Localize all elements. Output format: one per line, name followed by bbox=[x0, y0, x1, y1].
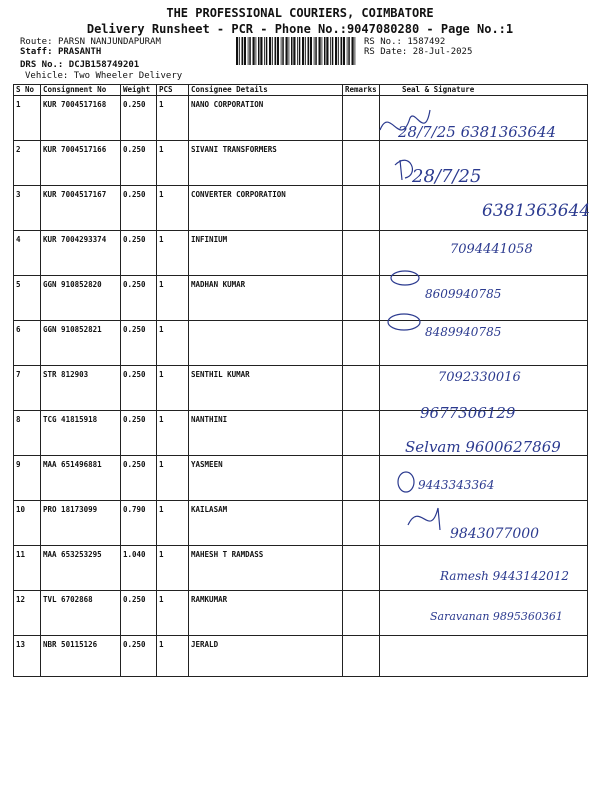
company-title: THE PROFESSIONAL COURIERS, COIMBATORE bbox=[166, 6, 434, 20]
weight-cell: 0.250 bbox=[121, 276, 157, 321]
handwriting-4: 7094441058 bbox=[450, 242, 533, 257]
col-consignment: Consignment No bbox=[41, 85, 121, 96]
handwriting-1: 28/7/25 6381363644 bbox=[398, 123, 557, 141]
barcode-image bbox=[236, 37, 356, 65]
vehicle-line: Vehicle: Two Wheeler Delivery bbox=[25, 71, 183, 81]
remarks-cell bbox=[343, 186, 380, 231]
consignee-cell: INFINIUM bbox=[189, 231, 343, 276]
weight-cell: 0.250 bbox=[121, 96, 157, 141]
weight-cell: 0.250 bbox=[121, 636, 157, 677]
pcs-cell: 1 bbox=[157, 321, 189, 366]
remarks-cell bbox=[343, 366, 380, 411]
signature-cell bbox=[380, 141, 588, 186]
table-row bbox=[14, 411, 588, 456]
consignment-cell: TVL 6702868 bbox=[41, 591, 121, 636]
runsheet-subtitle: Delivery Runsheet - PCR - Phone No.:9047080280 - Page No.:1 bbox=[86, 22, 514, 36]
sno-cell: 6 bbox=[14, 321, 41, 366]
pcs-cell: 1 bbox=[157, 411, 189, 456]
consignee-cell: NANTHINI bbox=[189, 411, 343, 456]
weight-cell: 0.250 bbox=[121, 456, 157, 501]
consignment-cell: STR 812903 bbox=[41, 366, 121, 411]
table-row bbox=[14, 141, 588, 186]
remarks-cell bbox=[343, 456, 380, 501]
consignment-cell: MAA 651496881 bbox=[41, 456, 121, 501]
sno-cell: 9 bbox=[14, 456, 41, 501]
consignee-cell: NANO CORPORATION bbox=[189, 96, 343, 141]
remarks-cell bbox=[343, 636, 380, 677]
weight-cell: 0.250 bbox=[121, 321, 157, 366]
consignment-cell: KUR 7004517166 bbox=[41, 141, 121, 186]
pcs-cell: 1 bbox=[157, 591, 189, 636]
consignee-cell bbox=[189, 321, 343, 366]
runsheet-table bbox=[13, 84, 591, 677]
pcs-cell: 1 bbox=[157, 456, 189, 501]
handwriting-13: Saravanan 9895360361 bbox=[430, 610, 563, 623]
vehicle-value: Two Wheeler Delivery bbox=[73, 71, 183, 81]
handwriting-12: Ramesh 9443142012 bbox=[440, 569, 569, 583]
consignee-cell: RAMKUMAR bbox=[189, 591, 343, 636]
table-row bbox=[14, 231, 588, 276]
weight-cell: 1.040 bbox=[121, 546, 157, 591]
consignee-cell: CONVERTER CORPORATION bbox=[189, 186, 343, 231]
sno-cell: 10 bbox=[14, 501, 41, 546]
consignee-cell: MADHAN KUMAR bbox=[189, 276, 343, 321]
consignment-cell: TCG 41815918 bbox=[41, 411, 121, 456]
weight-cell: 0.790 bbox=[121, 501, 157, 546]
remarks-cell bbox=[343, 231, 380, 276]
rs-no-value: 1587492 bbox=[407, 37, 446, 47]
signature-cell bbox=[380, 636, 588, 677]
consignment-cell: KUR 7004293374 bbox=[41, 231, 121, 276]
table-row bbox=[14, 321, 588, 366]
weight-cell: 0.250 bbox=[121, 366, 157, 411]
sno-cell: 5 bbox=[14, 276, 41, 321]
table-row bbox=[14, 366, 588, 411]
sno-cell: 11 bbox=[14, 546, 41, 591]
col-remarks: Remarks bbox=[343, 85, 380, 96]
consignee-cell: YASMEEN bbox=[189, 456, 343, 501]
sno-cell: 13 bbox=[14, 636, 41, 677]
pcs-cell: 1 bbox=[157, 366, 189, 411]
rs-date-line: RS Date: 28-Jul-2025 bbox=[364, 47, 473, 57]
weight-cell: 0.250 bbox=[121, 591, 157, 636]
remarks-cell bbox=[343, 591, 380, 636]
consignment-cell: MAA 653253295 bbox=[41, 546, 121, 591]
weight-cell: 0.250 bbox=[121, 231, 157, 276]
consignment-cell: NBR 50115126 bbox=[41, 636, 121, 677]
handwriting-5: 8609940785 bbox=[425, 287, 502, 301]
remarks-cell bbox=[343, 141, 380, 186]
handwriting-3: 6381363644 bbox=[482, 201, 591, 221]
signature-cell bbox=[380, 366, 588, 411]
handwriting-11: 9843077000 bbox=[450, 526, 540, 542]
handwriting-9: Selvam 9600627869 bbox=[405, 438, 561, 456]
consignment-cell: GGN 910852820 bbox=[41, 276, 121, 321]
pcs-cell: 1 bbox=[157, 186, 189, 231]
table-row bbox=[14, 591, 588, 636]
consignee-cell: KAILASAM bbox=[189, 501, 343, 546]
table-row bbox=[14, 501, 588, 546]
signature-cell bbox=[380, 96, 588, 141]
route-line: Route: PARSN NANJUNDAPURAM bbox=[20, 37, 161, 47]
pcs-cell: 1 bbox=[157, 501, 189, 546]
remarks-cell bbox=[343, 276, 380, 321]
remarks-cell bbox=[343, 321, 380, 366]
sno-cell: 1 bbox=[14, 96, 41, 141]
signature-cell bbox=[380, 411, 588, 456]
signature-cell bbox=[380, 591, 588, 636]
col-seal-signature: Seal & Signature bbox=[380, 85, 588, 96]
table-row bbox=[14, 456, 588, 501]
table-row bbox=[14, 546, 588, 591]
col-pcs: PCS bbox=[157, 85, 189, 96]
sno-cell: 7 bbox=[14, 366, 41, 411]
table-row bbox=[14, 276, 588, 321]
handwriting-2: 28/7/25 bbox=[412, 166, 482, 187]
table-header-row bbox=[14, 85, 588, 96]
consignee-cell: SENTHIL KUMAR bbox=[189, 366, 343, 411]
sno-cell: 8 bbox=[14, 411, 41, 456]
staff-value: PRASANTH bbox=[57, 47, 102, 57]
weight-cell: 0.250 bbox=[121, 141, 157, 186]
drs-value: DCJB158749201 bbox=[68, 60, 140, 70]
table-row bbox=[14, 636, 588, 677]
consignment-cell: KUR 7004517168 bbox=[41, 96, 121, 141]
table-row bbox=[14, 96, 588, 141]
handwriting-10: 9443343364 bbox=[418, 478, 495, 492]
signature-cell bbox=[380, 501, 588, 546]
pcs-cell: 1 bbox=[157, 546, 189, 591]
signature-cell bbox=[380, 321, 588, 366]
table-row bbox=[14, 186, 588, 231]
col-weight: Weight bbox=[121, 85, 157, 96]
rs-no-line: RS No.: 1587492 bbox=[364, 37, 446, 47]
sno-cell: 4 bbox=[14, 231, 41, 276]
consignment-cell: PRO 18173099 bbox=[41, 501, 121, 546]
col-consignee: Consignee Details bbox=[189, 85, 343, 96]
remarks-cell bbox=[343, 546, 380, 591]
handwriting-7: 7092330016 bbox=[438, 370, 521, 385]
signature-cell bbox=[380, 186, 591, 231]
pcs-cell: 1 bbox=[157, 96, 189, 141]
sno-cell: 12 bbox=[14, 591, 41, 636]
handwriting-6: 8489940785 bbox=[425, 325, 502, 339]
sno-cell: 3 bbox=[14, 186, 41, 231]
staff-line: Staff: PRASANTH bbox=[20, 47, 102, 57]
consignee-cell: MAHESH T RAMDASS bbox=[189, 546, 343, 591]
col-sno: S No bbox=[14, 85, 41, 96]
pcs-cell: 1 bbox=[157, 636, 189, 677]
remarks-cell bbox=[343, 501, 380, 546]
consignee-cell: JERALD bbox=[189, 636, 343, 677]
weight-cell: 0.250 bbox=[121, 411, 157, 456]
remarks-cell bbox=[343, 411, 380, 456]
pcs-cell: 1 bbox=[157, 141, 189, 186]
weight-cell: 0.250 bbox=[121, 186, 157, 231]
sno-cell: 2 bbox=[14, 141, 41, 186]
consignment-cell: KUR 7004517167 bbox=[41, 186, 121, 231]
consignment-cell: GGN 910852821 bbox=[41, 321, 121, 366]
pcs-cell: 1 bbox=[157, 276, 189, 321]
signature-cell bbox=[380, 456, 588, 501]
remarks-cell bbox=[343, 96, 380, 141]
drs-line: DRS No.: DCJB158749201 bbox=[20, 60, 140, 70]
consignee-cell: SIVANI TRANSFORMERS bbox=[189, 141, 343, 186]
route-value: PARSN NANJUNDAPURAM bbox=[57, 37, 161, 47]
signature-cell bbox=[380, 231, 588, 276]
signature-cell bbox=[380, 276, 588, 321]
pcs-cell: 1 bbox=[157, 231, 189, 276]
handwriting-8: 9677306129 bbox=[420, 404, 516, 422]
rs-date-value: 28-Jul-2025 bbox=[412, 47, 473, 57]
signature-cell bbox=[380, 546, 588, 591]
